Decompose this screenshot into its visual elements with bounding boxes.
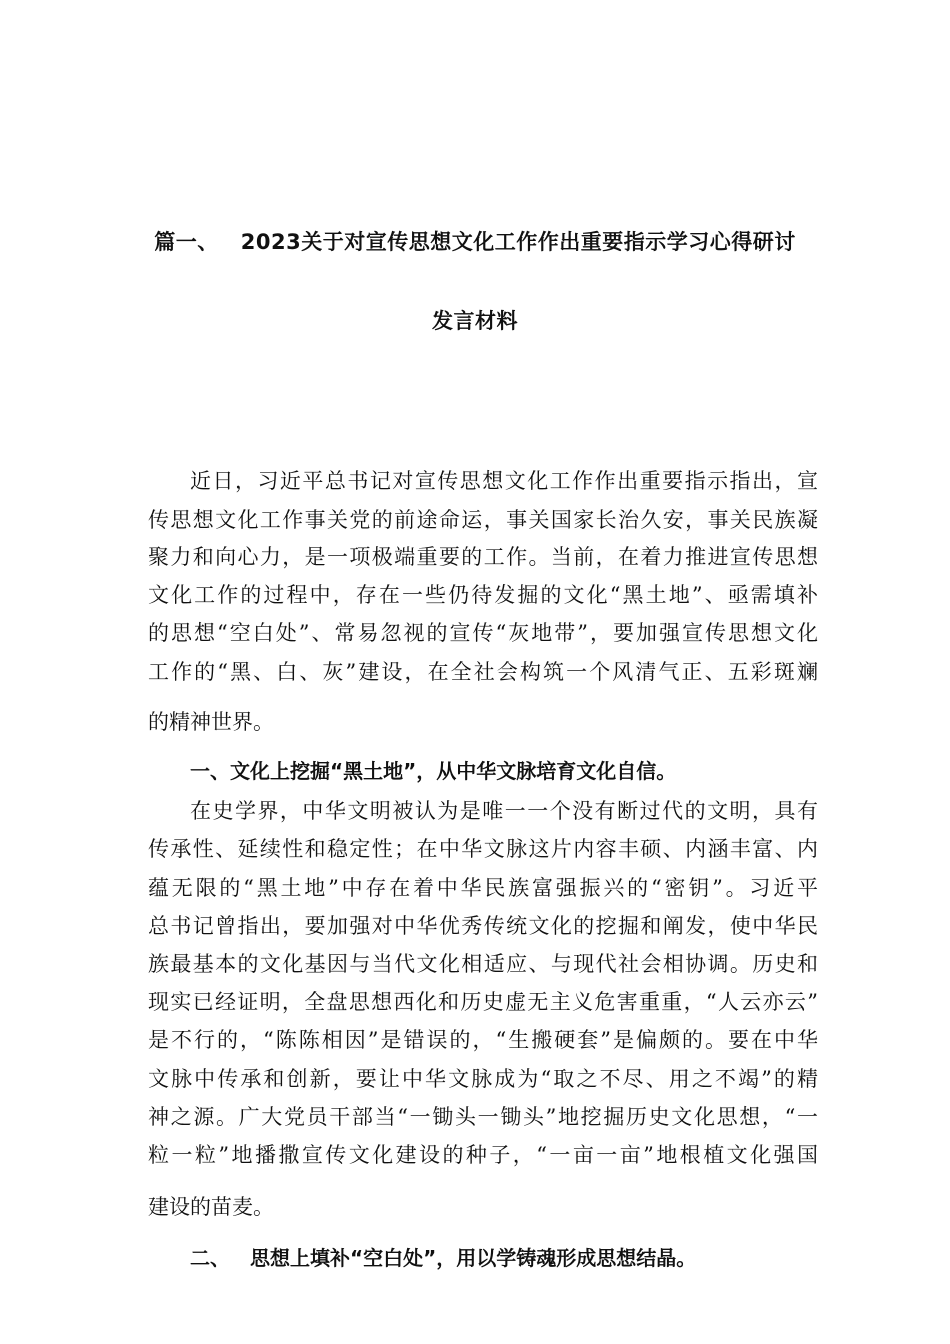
paragraph-line: 建设的苗麦。 xyxy=(148,1195,274,1219)
paragraph-line: 的精神世界。 xyxy=(148,710,274,734)
paragraph-line: 近日，习近平总书记对宣传思想文化工作作出重要指示指出，宣 xyxy=(190,469,818,493)
paragraph-line: 文化工作的过程中，存在一些仍待发掘的文化“黑土地”、亟需填补 xyxy=(148,583,818,607)
title-prefix: 篇一、 xyxy=(154,230,219,254)
paragraph-line: 粒一粒”地播撒宣传文化建设的种子，“一亩一亩”地根植文化强国 xyxy=(148,1143,818,1167)
paragraph-line: 在史学界，中华文明被认为是唯一一个没有断过代的文明，具有 xyxy=(190,799,818,823)
paragraph-line: 现实已经证明，全盘思想西化和历史虚无主义危害重重，“人云亦云” xyxy=(148,990,818,1014)
paragraph-line: 族最基本的文化基因与当代文化相适应、与现代社会相协调。历史和 xyxy=(148,952,818,976)
section-heading-1: 一、文化上挖掘“黑土地”，从中华文脉培育文化自信。 xyxy=(190,759,677,783)
paragraph-line: 工作的“黑、白、灰”建设，在全社会构筑一个风清气正、五彩斑斓 xyxy=(148,660,818,684)
paragraph-line: 总书记曾指出，要加强对中华优秀传统文化的挖掘和阐发，使中华民 xyxy=(148,914,818,938)
paragraph-line: 的思想“空白处”、常易忽视的宣传“灰地带”，要加强宣传思想文化 xyxy=(148,621,818,645)
document-title-line-2: 发言材料 xyxy=(432,309,518,333)
title-text: 2023关于对宣传思想文化工作作出重要指示学习心得研讨 xyxy=(240,230,796,254)
section-heading-2 xyxy=(190,1243,830,1273)
heading-2-number: 二、 xyxy=(190,1246,230,1270)
paragraph-line: 传承性、延续性和稳定性；在中华文脉这片内容丰硕、内涵丰富、内 xyxy=(148,837,818,861)
heading-2-text: 思想上填补“空白处”，用以学铸魂形成思想结晶。 xyxy=(250,1246,697,1270)
paragraph-line: 是不行的，“陈陈相因”是错误的，“生搬硬套”是偏颇的。要在中华 xyxy=(148,1028,818,1052)
paragraph-line: 文脉中传承和创新，要让中华文脉成为“取之不尽、用之不竭”的精 xyxy=(148,1067,818,1091)
paragraph-line: 蕴无限的“黑土地”中存在着中华民族富强振兴的“密钥”。习近平 xyxy=(148,876,818,900)
paragraph-line: 神之源。广大党员干部当“一锄头一锄头”地挖掘历史文化思想，“一 xyxy=(148,1105,818,1129)
paragraph-line: 聚力和向心力，是一项极端重要的工作。当前，在着力推进宣传思想 xyxy=(148,545,818,569)
paragraph-line: 传思想文化工作事关党的前途命运，事关国家长治久安，事关民族凝 xyxy=(148,508,818,532)
document-title-line-1 xyxy=(0,226,950,256)
